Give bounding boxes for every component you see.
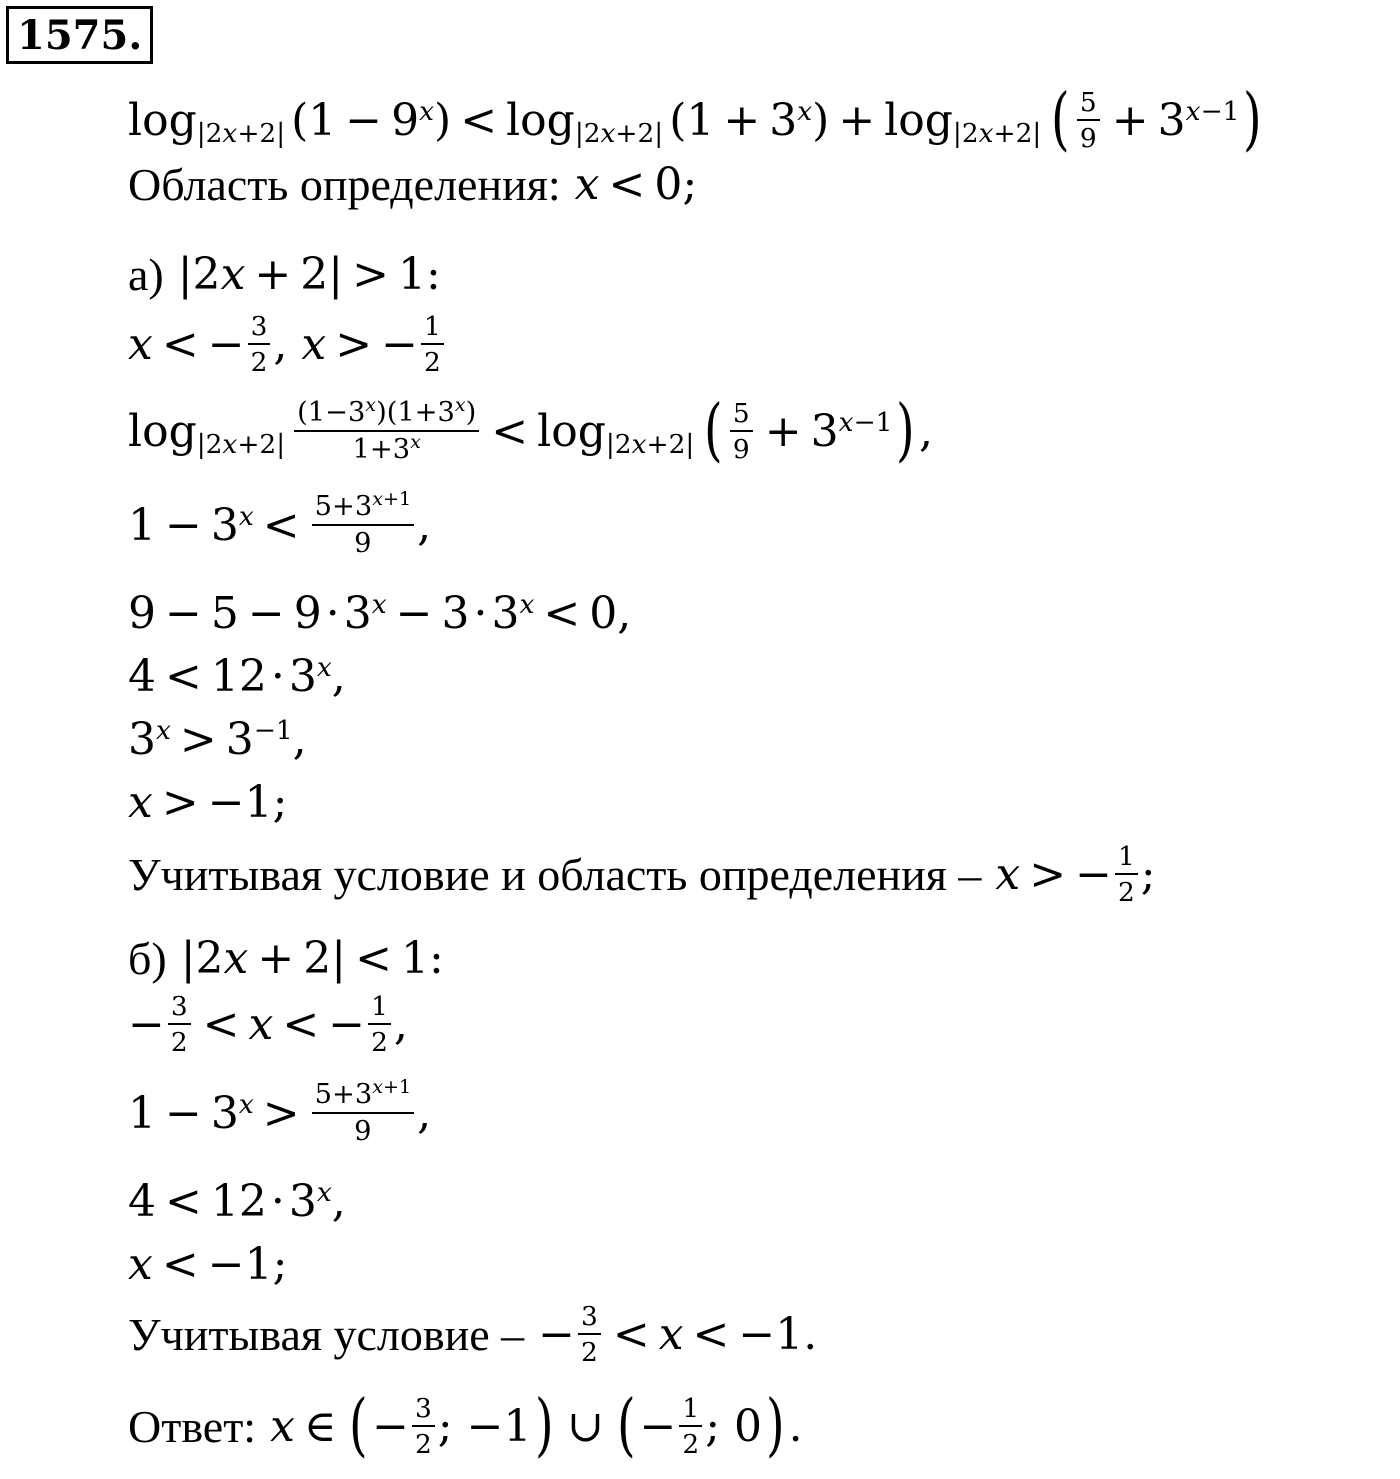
case-b-result: Учитывая условие – − $\frac{3}{2}$ < x < −1. bbox=[128, 1301, 818, 1369]
problem-number: 1575. bbox=[6, 6, 153, 64]
step-b-1: 1 − 3$^x$ > $\frac{5+3^{x+1}}{9}$ , bbox=[128, 1075, 432, 1147]
considering-label: Учитывая условие – bbox=[128, 1308, 525, 1360]
case-b-header: б) |2x + 2| < 1: bbox=[128, 933, 444, 984]
answer-label: Ответ: bbox=[128, 1400, 257, 1452]
domain-line: Область определения: x < 0; bbox=[128, 159, 698, 210]
case-a-header: а) |2x + 2| > 1: bbox=[128, 249, 441, 300]
domain-label: Область определения: bbox=[128, 159, 561, 210]
step-a-5: x > −1; bbox=[128, 777, 288, 828]
answer-line: Ответ: x ∈ ( − $\frac{3}{2}$ ; −1 ) ∪ ( − $\frac{1}{2}$ ; 0 ) . bbox=[128, 1386, 803, 1466]
considering-both-label: Учитывая условие и область определения – bbox=[128, 848, 982, 900]
step-a-2: 9 − 5 − 9 · 3$^x$ − 3 · 3$^x$ < 0, bbox=[128, 588, 632, 639]
step-a-1: 1 − 3$^x$ < $\frac{5+3^{x+1}}{9}$ , bbox=[128, 487, 432, 559]
equation-line-1: log |2x+2| (1 − 9$^x$) < log |2x+2| (1 + 3$^x$) + log |2x+2| ( $\frac{5}{9}$ + $3^{x-1}$ ) bbox=[128, 80, 1262, 160]
case-a-label: а) bbox=[128, 249, 164, 300]
case-b-label: б) bbox=[128, 933, 167, 984]
step-b-2: 4 < 12 · 3$^x$, bbox=[128, 1176, 346, 1227]
step-a-4: 3$^x$ > $3^{-1}$, bbox=[128, 714, 307, 765]
log-fraction-line: log |2x+2| $\frac{(1-3^x)(1+3^x)}{1+3^x}$ < log |2x+2| ( $\frac{5}{9}$ + $3^{x-1}$ ) , bbox=[128, 391, 933, 471]
case-a-condition: x < − $\frac{3}{2}$ , x > − $\frac{1}{2}$ bbox=[128, 312, 447, 377]
step-b-3: x < −1; bbox=[128, 1239, 288, 1290]
step-a-3: 4 < 12 · 3$^x$, bbox=[128, 651, 346, 702]
case-a-result: Учитывая условие и область определения – x > − $\frac{1}{2}$ ; bbox=[128, 841, 1156, 909]
case-b-condition: − $\frac{3}{2}$ < x < − $\frac{1}{2}$ , bbox=[128, 991, 408, 1059]
